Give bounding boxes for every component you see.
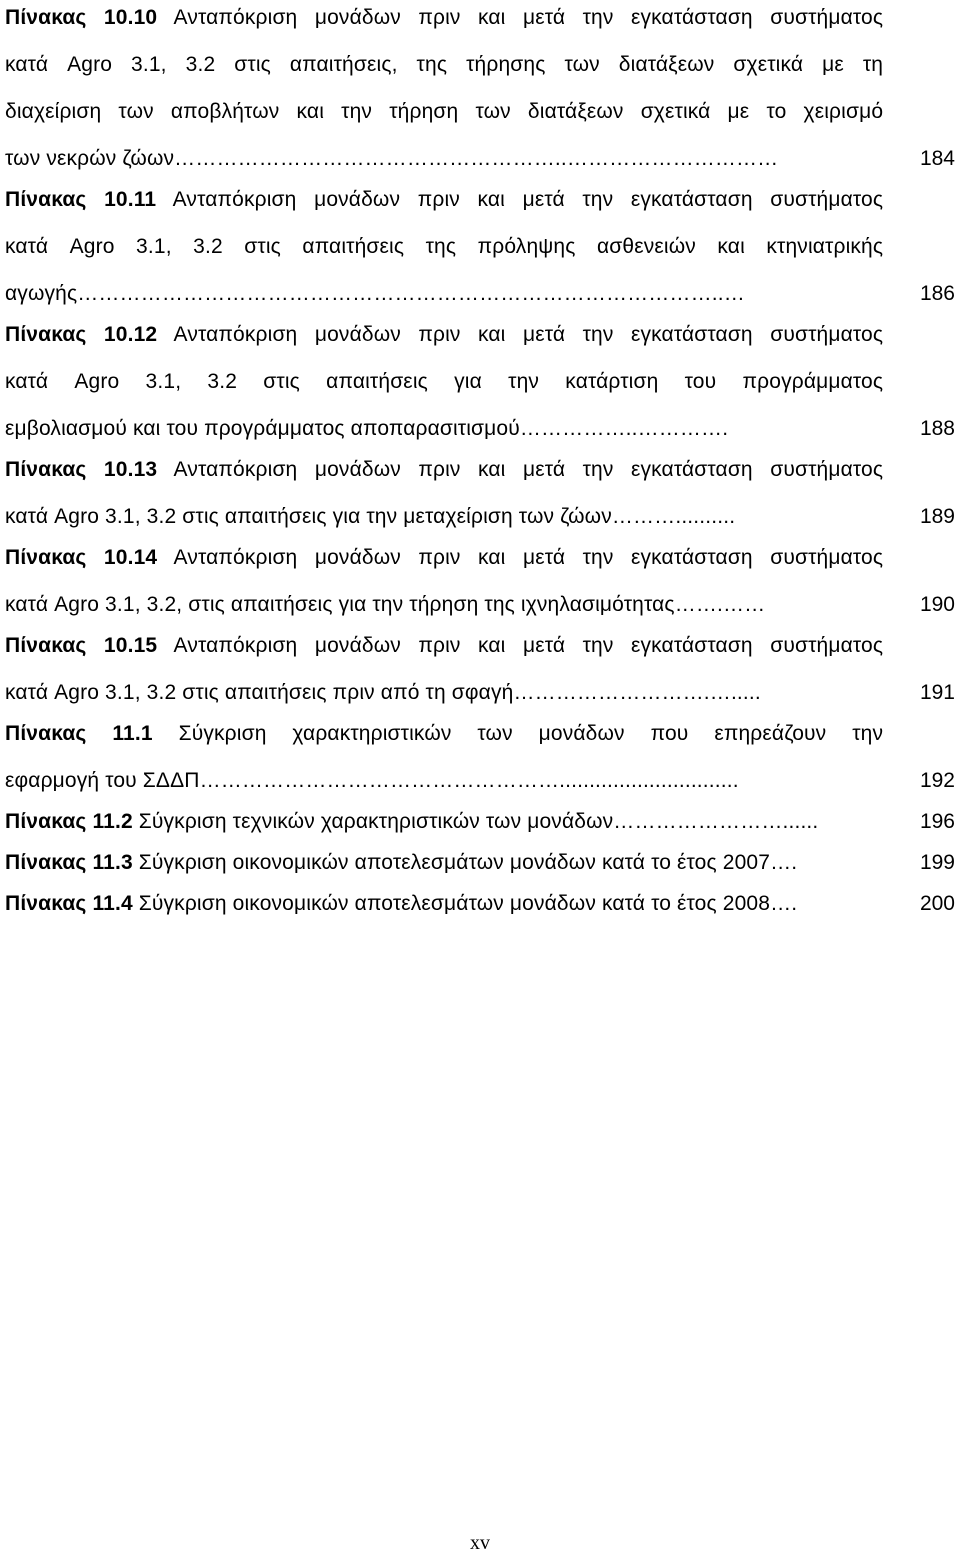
page-number-footer: xv [470,1532,490,1554]
toc-entry-caption-text: Ανταπόκριση μονάδων πριν και μετά την εγκατάσταση συστήματος [156,188,884,211]
toc-entry-caption-text: εμβολιασμού και του προγράμματος αποπαρασιτισμού……………..…………. [5,417,729,440]
toc-entry[interactable] [5,540,957,628]
table-label: Πίνακας 11.2 [5,810,133,833]
toc-entry-text [5,798,883,845]
toc-entry-line [5,581,883,628]
toc-page-number: 199 [919,851,955,874]
toc-entry[interactable] [5,628,957,716]
toc-entry-line [5,135,883,182]
toc-entry[interactable] [5,886,957,927]
toc-entry-line [5,710,883,757]
toc-entry-line [5,534,883,581]
toc-entry-line [5,669,883,716]
toc-entry-line [5,405,883,452]
toc-entry-line [5,839,883,886]
toc-entry[interactable] [5,452,957,540]
toc-entry-caption-text: Σύγκριση οικονομικών αποτελεσμάτων μονάδων κατά το έτος 2007…. [132,851,798,874]
toc-page-number: 184 [919,147,955,170]
toc-entry-caption-text: κατά Agro 3.1, 3.2 στις απαιτήσεις για την κατάρτιση του προγράμματος [5,370,884,393]
toc-entry-caption-text: Σύγκριση τεχνικών χαρακτηριστικών των μονάδων……………………...... [132,810,819,833]
toc-entry-line [5,311,883,358]
toc-entry-line [5,0,883,41]
toc-entry-caption-text: αγωγής………………………………………………………………………………..… [5,282,745,305]
toc-entry-caption-text: Σύγκριση οικονομικών αποτελεσμάτων μονάδων κατά το έτος 2008…. [132,892,798,915]
toc-entry-line [5,622,883,669]
toc-entry-text [5,839,883,886]
toc-entry[interactable] [5,182,957,317]
toc-entry-caption-text: κατά Agro 3.1, 3.2 στις απαιτήσεις για την μεταχείριση των ζώων……….......... [5,505,736,528]
toc-entry[interactable] [5,0,957,182]
toc-entry-caption-text: κατά Agro 3.1, 3.2 στις απαιτήσεις, της τήρησης των διατάξεων σχετικά με τη [5,53,884,76]
toc-page-number: 188 [919,417,955,440]
table-label: Πίνακας 11.4 [5,892,133,915]
toc-entry-caption-text: διαχείριση των αποβλήτων και την τήρηση των διατάξεων σχετικά με το χειρισμό [5,100,884,123]
toc-entry-line [5,757,883,804]
toc-entry-line [5,493,883,540]
table-label: Πίνακας 11.3 [5,851,133,874]
toc-entry-caption-text: κατά Agro 3.1, 3.2 στις απαιτήσεις πριν από τη σφαγή……………………….…..... [5,681,761,704]
table-label: Πίνακας 11.1 [5,722,153,745]
table-label: Πίνακας 10.10 [5,6,158,29]
toc-entry-text [5,446,883,540]
toc-entry-caption-text: Σύγκριση χαρακτηριστικών των μονάδων που επηρεάζουν την [152,722,884,745]
toc-entry-caption-text: Ανταπόκριση μονάδων πριν και μετά την εγκατάσταση συστήματος [157,323,884,346]
toc-entry-line [5,358,883,405]
toc-page-number: 191 [919,681,955,704]
toc-entry-caption-text: εφαρμογή του ΣΔΔΠ…………………………………………….............................. [5,769,739,792]
table-label: Πίνακας 10.14 [5,546,158,569]
toc-page-number: 200 [919,892,955,915]
toc-entry-text [5,0,883,182]
toc-entry-line [5,880,883,927]
toc-entry-caption-text: κατά Agro 3.1, 3.2, στις απαιτήσεις για την τήρηση της ιχνηλασιμότητας…….…… [5,593,766,616]
toc-entry[interactable] [5,317,957,452]
toc-entry-text [5,311,883,452]
toc-entry-text [5,176,883,317]
toc-page-number: 190 [919,593,955,616]
toc-entry[interactable] [5,716,957,804]
toc-entry-line [5,223,883,270]
toc-entry-text [5,880,883,927]
table-label: Πίνακας 10.11 [5,188,157,211]
toc-entry-caption-text: Ανταπόκριση μονάδων πριν και μετά την εγκατάσταση συστήματος [157,546,884,569]
toc-entry-line [5,270,883,317]
toc-entry-text [5,622,883,716]
table-of-tables-list [5,0,957,927]
toc-entry-line [5,446,883,493]
toc-page-number: 196 [919,810,955,833]
table-label: Πίνακας 10.15 [5,634,158,657]
toc-entry-caption-text: Ανταπόκριση μονάδων πριν και μετά την εγκατάσταση συστήματος [157,6,884,29]
toc-entry-caption-text: κατά Agro 3.1, 3.2 στις απαιτήσεις της πρόληψης ασθενειών και κτηνιατρικής [5,235,884,258]
toc-entry-line [5,176,883,223]
table-label: Πίνακας 10.12 [5,323,158,346]
toc-entry-caption-text: Ανταπόκριση μονάδων πριν και μετά την εγκατάσταση συστήματος [157,634,884,657]
toc-entry-caption-text: Ανταπόκριση μονάδων πριν και μετά την εγκατάσταση συστήματος [157,458,884,481]
toc-entry-text [5,710,883,804]
toc-entry-caption-text: των νεκρών ζώων………………………………………………..………………………… [5,147,779,170]
toc-entry-text [5,534,883,628]
toc-entry-line [5,41,883,88]
table-label: Πίνακας 10.13 [5,458,158,481]
toc-page-number: 189 [919,505,955,528]
toc-page-number: 186 [919,282,955,305]
toc-entry-line [5,88,883,135]
toc-page-number: 192 [919,769,955,792]
toc-entry-line [5,798,883,845]
